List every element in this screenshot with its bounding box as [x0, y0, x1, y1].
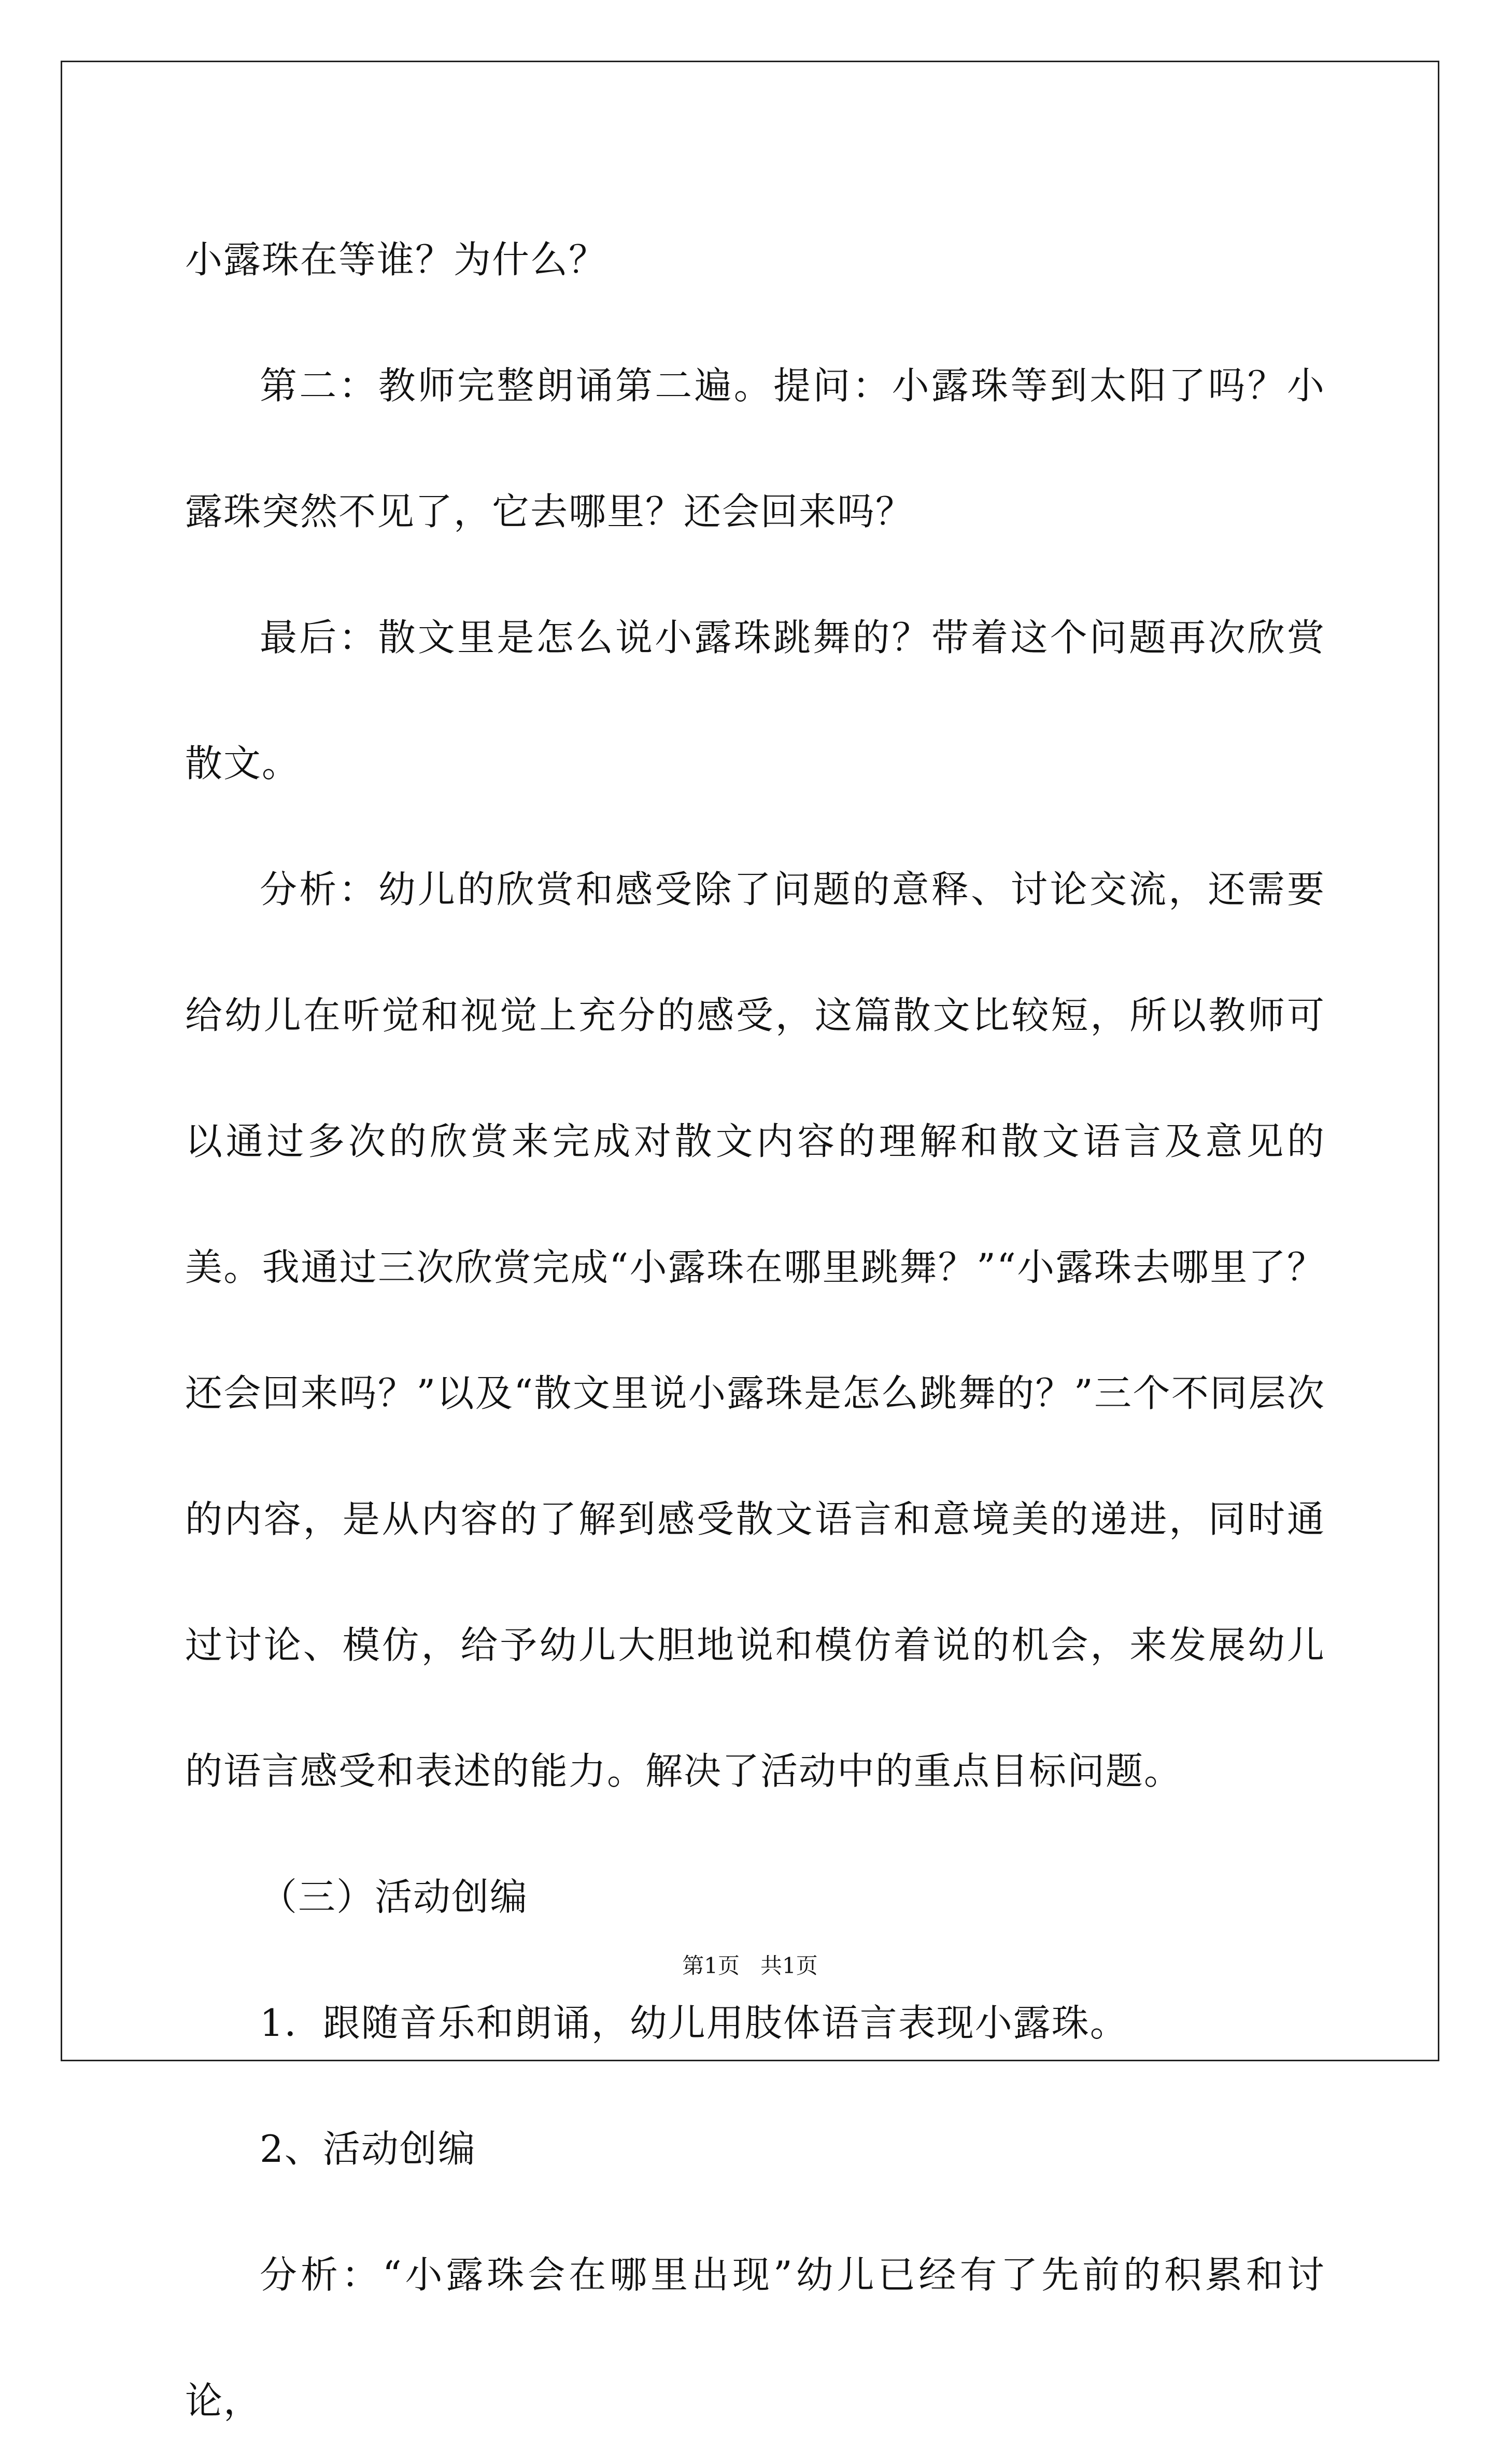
document-body [185, 197, 1325, 2464]
list-item-2: 2、活动创编 [260, 2127, 476, 2171]
section-heading: （三）活动创编 [260, 1875, 529, 1919]
paragraph-8: 分析：“小露珠会在哪里出现”幼儿已经有了先前的积累和讨论， [185, 2253, 1325, 2423]
paragraph-4: 分析：幼儿的欣赏和感受除了问题的意释、讨论交流，还需要给幼儿在听觉和视觉上充分的感受，这篇散文比较短，所以教师可以通过多次的欣赏来完成对散文内容的理解和散文语言及意见的美。我通过三次欣赏完成“小露珠在哪里跳舞？”“小露珠去哪里了？还会回来吗？”以及“散文里说小露珠是怎么跳舞的？”三个不同层次的内容，是从内容的了解到感受散文语言和意境美的递进，同时通过讨论、模仿，给予幼儿大胆地说和模仿着说的机会，来发展幼儿的语言感受和表述的能力。解决了活动中的重点目标问题。 [185, 868, 1325, 1793]
paragraph-2: 第二：教师完整朗诵第二遍。提问：小露珠等到太阳了吗？小露珠突然不见了，它去哪里？还会回来吗？ [185, 364, 1325, 533]
paragraph-3: 最后：散文里是怎么说小露珠跳舞的？带着这个问题再次欣赏散文。 [185, 616, 1325, 785]
page-footer: 第1页 共1页 [682, 1953, 818, 1978]
paragraph-1: 小露珠在等谁？为什么？ [185, 238, 607, 281]
list-item-1: 1．跟随音乐和朗诵，幼儿用肢体语言表现小露珠。 [260, 2001, 1128, 2045]
